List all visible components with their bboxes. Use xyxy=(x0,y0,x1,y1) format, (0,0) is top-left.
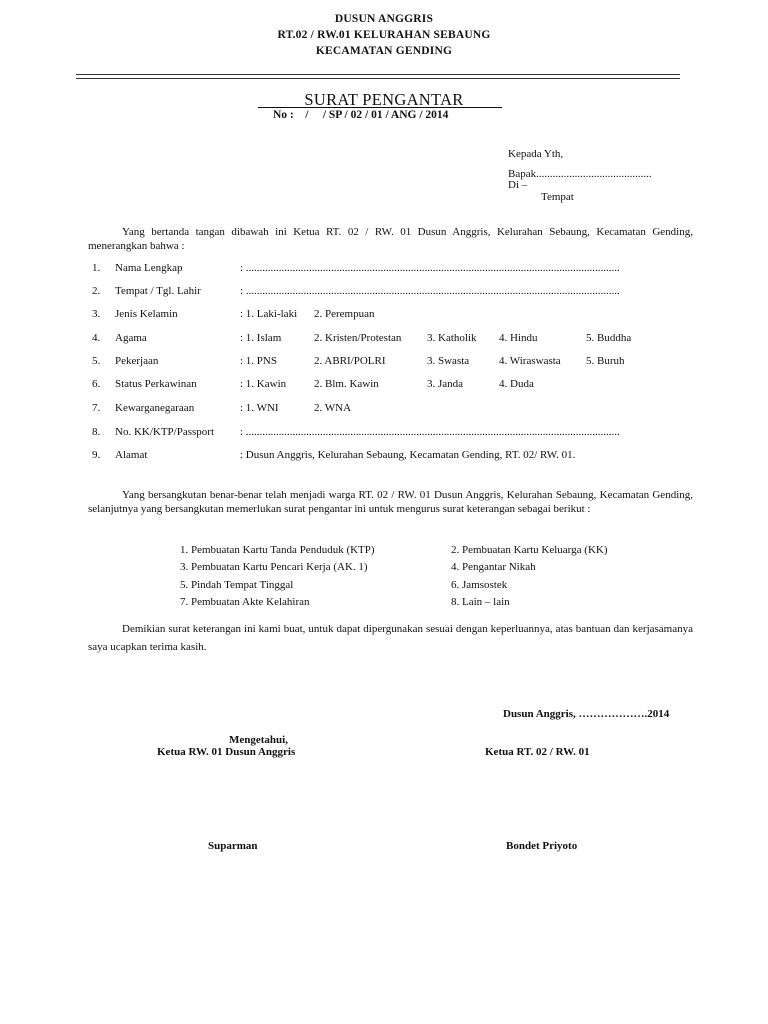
field-label: Tempat / Tgl. Lahir xyxy=(115,285,201,297)
header-rule-top xyxy=(76,74,680,75)
body-paragraph: Yang bersangkutan benar-benar telah menjadi warga RT. 02 / RW. 01 Dusun Anggris, Kelurahan Sebaung, Kecamatan Gending, selanjutnya yang bersangkutan memerlukan surat pengantar ini untuk mengurus surat keterangan sebagai berikut : xyxy=(88,489,693,515)
header-line-3: KECAMATAN GENDING xyxy=(315,45,453,57)
list-item: 6. Jamsostek xyxy=(451,579,508,591)
field-option: 2. Kristen/Protestan xyxy=(314,332,402,344)
place-date: Dusun Anggris, ……………….2014 xyxy=(503,708,670,720)
field-option: 5. Buruh xyxy=(586,355,625,367)
title-underline xyxy=(258,107,502,108)
intro-paragraph: Yang bertanda tangan dibawah ini Ketua RT. 02 / RW. 01 Dusun Anggris, Kelurahan Sebaung, Kecamatan Gending, menerangkan bahwa : xyxy=(88,226,693,252)
field-value: : ........................................................................................................................................ xyxy=(240,285,620,297)
header-line-2: RT.02 / RW.01 KELURAHAN SEBAUNG xyxy=(277,29,491,41)
field-option: 3. Katholik xyxy=(427,332,477,344)
list-item: 3. Pembuatan Kartu Pencari Kerja (AK. 1) xyxy=(180,561,368,573)
field-option: 4. Wiraswasta xyxy=(499,355,561,367)
list-item: 7. Pembuatan Akte Kelahiran xyxy=(180,596,310,608)
field-label: Pekerjaan xyxy=(115,355,159,367)
field-value: : 1. Islam xyxy=(240,332,282,344)
signature-left-name: Suparman xyxy=(208,840,258,852)
list-item: 2. Pembuatan Kartu Keluarga (KK) xyxy=(451,544,608,556)
header-rule-bottom xyxy=(76,78,680,79)
signature-right-title: Ketua RT. 02 / RW. 01 xyxy=(485,746,590,758)
recipient-line-1: Kepada Yth, xyxy=(508,148,564,160)
list-item: 1. Pembuatan Kartu Tanda Penduduk (KTP) xyxy=(180,544,375,556)
field-label: No. KK/KTP/Passport xyxy=(115,426,215,438)
field-value: : ........................................................................................................................................ xyxy=(240,262,620,274)
field-label: Alamat xyxy=(115,449,148,461)
field-option: 4. Duda xyxy=(499,378,534,390)
field-number: 5. xyxy=(92,355,101,367)
document-number: No : / / SP / 02 / 01 / ANG / 2014 xyxy=(273,109,449,121)
recipient-line-4: Tempat xyxy=(541,191,574,203)
field-value: : 1. Kawin xyxy=(240,378,287,390)
field-number: 6. xyxy=(92,378,101,390)
list-item: 4. Pengantar Nikah xyxy=(451,561,536,573)
field-option: 2. ABRI/POLRI xyxy=(314,355,386,367)
document-title: SURAT PENGANTAR xyxy=(304,90,464,109)
signature-left-title-2: Ketua RW. 01 Dusun Anggris xyxy=(157,746,296,758)
field-number: 8. xyxy=(92,426,101,438)
signature-right-name: Bondet Priyoto xyxy=(506,840,578,852)
field-number: 2. xyxy=(92,285,101,297)
recipient-line-3: Di – xyxy=(508,179,528,191)
field-number: 9. xyxy=(92,449,101,461)
list-item: 8. Lain – lain xyxy=(451,596,510,608)
closing-paragraph: Demikian surat keterangan ini kami buat, untuk dapat dipergunakan sesuai dengan keperluannya, atas bantuan dan kerjasamanya saya ucapkan terima kasih. xyxy=(88,623,693,653)
field-label: Kewarganegaraan xyxy=(115,402,195,414)
field-option: 3. Janda xyxy=(427,378,464,390)
signature-left-title-1: Mengetahui, xyxy=(229,734,288,746)
field-value: : 1. WNI xyxy=(240,402,279,414)
field-label: Nama Lengkap xyxy=(115,262,183,274)
field-value: : Dusun Anggris, Kelurahan Sebaung, Kecamatan Gending, RT. 02/ RW. 01. xyxy=(240,449,576,461)
list-item: 5. Pindah Tempat Tinggal xyxy=(180,579,294,591)
field-value: : 1. PNS xyxy=(240,355,277,367)
field-label: Jenis Kelamin xyxy=(115,308,178,320)
field-value: : ........................................................................................................................................ xyxy=(240,426,620,438)
field-option: 2. Blm. Kawin xyxy=(314,378,379,390)
field-value: : 1. Laki-laki xyxy=(240,308,298,320)
field-option: 3. Swasta xyxy=(427,355,470,367)
field-number: 4. xyxy=(92,332,101,344)
field-number: 3. xyxy=(92,308,101,320)
field-option: 4. Hindu xyxy=(499,332,538,344)
field-number: 7. xyxy=(92,402,101,414)
field-number: 1. xyxy=(92,262,101,274)
field-option: 2. Perempuan xyxy=(314,308,375,320)
field-label: Status Perkawinan xyxy=(115,378,197,390)
field-label: Agama xyxy=(115,332,147,344)
field-option: 2. WNA xyxy=(314,402,352,414)
recipient-line-2: Bapak.......................................... xyxy=(508,168,652,180)
header-line-1: DUSUN ANGGRIS xyxy=(334,13,434,25)
field-option: 5. Buddha xyxy=(586,332,632,344)
